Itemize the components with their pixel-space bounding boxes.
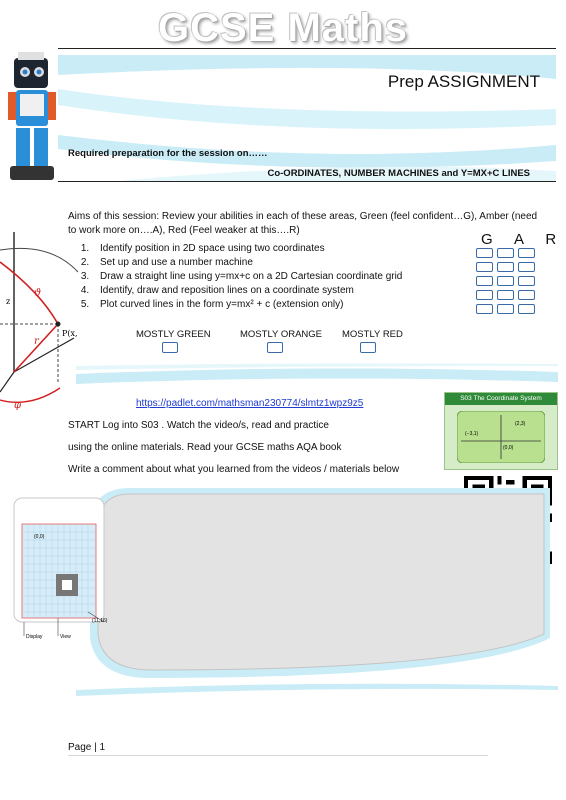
objective-item: 5. Plot curved lines in the form y=mx² + c (extension only) bbox=[92, 298, 422, 312]
gar-checkbox[interactable] bbox=[497, 262, 514, 272]
gar-checkbox[interactable] bbox=[497, 248, 514, 258]
thumbnail-title: S03 The Coordinate System bbox=[445, 393, 557, 405]
assignment-title: Prep ASSIGNMENT bbox=[387, 72, 540, 91]
gar-grid bbox=[476, 248, 535, 314]
gar-checkbox[interactable] bbox=[518, 276, 535, 286]
instruction-line: START Log into S03 . Watch the video/s, read and practice bbox=[68, 420, 329, 431]
aims-intro: Aims of this session: Review your abilities in each of these areas, Green (feel confident…G), Amber (need to work more on….A), Red (Feel weaker at this….R) bbox=[68, 211, 538, 236]
z-label: z bbox=[6, 297, 11, 306]
gar-checkbox[interactable] bbox=[497, 304, 514, 314]
header-banner bbox=[58, 48, 556, 182]
gar-checkbox[interactable] bbox=[476, 304, 493, 314]
corner-label: (11,16) bbox=[92, 618, 108, 624]
thumbnail-label: (2,3) bbox=[515, 421, 526, 427]
gar-checkbox[interactable] bbox=[518, 248, 535, 258]
gar-checkbox[interactable] bbox=[518, 262, 535, 272]
theta-label: ϑ bbox=[34, 288, 42, 299]
objective-item: 3. Draw a straight line using y=mx+c on a 2D Cartesian coordinate grid bbox=[92, 270, 422, 284]
comment-textarea[interactable] bbox=[98, 496, 544, 664]
rating-green-label: MOSTLY GREEN bbox=[136, 329, 211, 340]
point-label: P(x, bbox=[62, 329, 78, 338]
objective-item: 4. Identify, draw and reposition lines on a coordinate system bbox=[92, 284, 422, 298]
footer-divider bbox=[68, 755, 488, 756]
padlet-link[interactable]: https://padlet.com/mathsman230774/slmtz1wpz9z5 bbox=[136, 398, 364, 409]
phone-grid-illustration bbox=[12, 496, 108, 642]
robot-icon bbox=[4, 38, 60, 188]
display-label: Display bbox=[26, 634, 43, 640]
origin-label: (0,0) bbox=[34, 534, 45, 540]
coordinate-diagram bbox=[0, 232, 80, 410]
gar-checkbox[interactable] bbox=[476, 248, 493, 258]
gar-checkbox[interactable] bbox=[518, 304, 535, 314]
r-label: r bbox=[34, 336, 39, 347]
rating-orange-label: MOSTLY ORANGE bbox=[240, 329, 322, 340]
required-preparation: Required preparation for the session on…… bbox=[68, 148, 268, 159]
instruction-line: Write a comment about what you learned from the videos / materials below bbox=[68, 464, 400, 475]
gar-checkbox[interactable] bbox=[476, 262, 493, 272]
objectives-list bbox=[74, 242, 422, 312]
gar-checkbox[interactable] bbox=[518, 290, 535, 300]
thumbnail-label: (−3,1) bbox=[465, 431, 479, 437]
gar-checkbox[interactable] bbox=[497, 290, 514, 300]
swoosh-decoration bbox=[58, 49, 556, 181]
objective-item: 1. Identify position in 2D space using two coordinates bbox=[92, 242, 422, 256]
rating-red-checkbox[interactable] bbox=[360, 342, 376, 353]
thumbnail-label: (0,0) bbox=[503, 445, 514, 451]
swoosh-divider bbox=[76, 362, 558, 392]
objective-item: 2. Set up and use a number machine bbox=[92, 256, 422, 270]
phi-label: φ bbox=[14, 400, 22, 410]
gar-checkbox[interactable] bbox=[476, 276, 493, 286]
gar-checkbox[interactable] bbox=[476, 290, 493, 300]
swoosh-divider bbox=[76, 676, 558, 698]
grid-graphic bbox=[457, 411, 545, 463]
video-thumbnail[interactable] bbox=[444, 392, 558, 470]
page-title: GCSE Maths bbox=[157, 6, 409, 50]
rating-orange-checkbox[interactable] bbox=[267, 342, 283, 353]
session-topic: Co-ORDINATES, NUMBER MACHINES and Y=MX+C LINES bbox=[267, 168, 530, 179]
rating-red-label: MOSTLY RED bbox=[342, 329, 403, 340]
view-label: View bbox=[60, 634, 71, 640]
rating-green-checkbox[interactable] bbox=[162, 342, 178, 353]
gar-checkbox[interactable] bbox=[497, 276, 514, 286]
gar-heading: G A R bbox=[481, 231, 566, 248]
page-number: Page | 1 bbox=[68, 742, 106, 753]
instruction-line: using the online materials. Read your GCSE maths AQA book bbox=[68, 442, 342, 453]
